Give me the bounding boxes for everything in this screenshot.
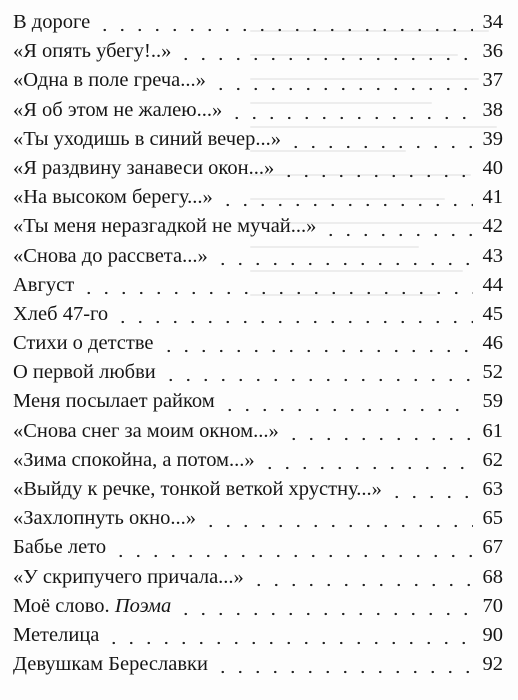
toc-entry [0, 446, 518, 475]
dot-leader [177, 594, 473, 616]
dot-leader [114, 302, 473, 324]
toc-entry [0, 212, 518, 241]
toc-page-number: 41 [482, 186, 503, 209]
toc-page-number: 62 [482, 448, 503, 471]
toc-title: Девушкам Береславки [13, 653, 208, 676]
dot-leader [177, 39, 473, 61]
toc-page-number: 38 [482, 98, 503, 121]
toc-entry [0, 563, 518, 592]
toc-entry [0, 96, 518, 125]
toc-entry [0, 300, 518, 329]
dot-leader [162, 360, 473, 382]
toc-entry [0, 387, 518, 416]
toc-page-number: 39 [482, 127, 503, 150]
toc-title: «Выйду к речке, тонкой веткой хрустну...» [13, 478, 382, 500]
toc-page-number: 45 [482, 302, 503, 325]
toc-entry [0, 504, 518, 533]
toc-title: Бабье лето [13, 536, 107, 559]
toc-page-number: 42 [482, 215, 503, 238]
dot-leader [214, 244, 473, 266]
table-of-contents [0, 8, 518, 679]
toc-page-number: 63 [482, 478, 503, 500]
toc-page-number: 43 [482, 244, 503, 267]
toc-page-number: 34 [482, 11, 503, 33]
toc-page-number: 92 [482, 653, 503, 676]
toc-entry [0, 154, 518, 183]
dot-leader [160, 331, 473, 353]
toc-title: «Снова до рассвета...» [13, 244, 208, 267]
toc-title: Хлеб 47-го [13, 302, 109, 325]
toc-entry [0, 271, 518, 300]
toc-entry [0, 37, 518, 66]
dot-leader [280, 156, 473, 178]
toc-entry [0, 8, 518, 37]
toc-title: В дороге [13, 11, 91, 33]
toc-entry [0, 66, 518, 95]
toc-entry [0, 533, 518, 562]
toc-page-number: 40 [482, 156, 503, 179]
toc-title-subtitle: Поэма [114, 594, 172, 617]
toc-title: Метелица [13, 623, 100, 646]
dot-leader [96, 10, 473, 32]
toc-entry [0, 183, 518, 212]
toc-page-number: 44 [482, 273, 503, 296]
toc-title: «Ты меня неразгадкой не мучай...» [13, 215, 317, 238]
toc-page-number: 61 [482, 419, 503, 442]
toc-title: Август [13, 273, 75, 296]
toc-page-number: 90 [482, 623, 503, 646]
toc-page-number: 67 [482, 536, 503, 559]
toc-entry [0, 475, 518, 504]
toc-title: «Захлопнуть окно...» [13, 507, 197, 530]
dot-leader [202, 506, 473, 528]
toc-entry [0, 358, 518, 387]
toc-entry [0, 650, 518, 679]
toc-page-number: 37 [482, 69, 503, 92]
toc-title: О первой любви [13, 361, 156, 384]
toc-title [13, 592, 177, 621]
toc-title: «Ты уходишь в синий вечер...» [13, 127, 282, 150]
toc-page-number: 36 [482, 40, 503, 63]
toc-title: «Я об этом не жалею...» [13, 98, 223, 121]
dot-leader [105, 623, 473, 645]
toc-title: «Снова снег за моим окном...» [13, 419, 279, 442]
toc-title: «Я раздвину занавеси окон...» [13, 156, 275, 179]
toc-page-number: 46 [482, 332, 503, 355]
dot-leader [250, 565, 473, 587]
toc-title: «Зима спокойна, а потом...» [13, 448, 255, 471]
toc-title-main: Моё слово. [13, 594, 110, 617]
toc-title: Стихи о детстве [13, 332, 154, 355]
toc-title: «На высоком берегу...» [13, 186, 213, 209]
dot-leader [261, 448, 473, 470]
toc-page-number: 68 [482, 565, 503, 588]
toc-entry [0, 621, 518, 650]
toc-title: Меня посылает райком [13, 390, 215, 413]
toc-entry [0, 329, 518, 358]
toc-page-number: 59 [482, 390, 503, 413]
dot-leader [285, 419, 473, 441]
toc-page-number: 65 [482, 507, 503, 530]
toc-title: «Одна в поле греча...» [13, 69, 206, 92]
toc-entry [0, 592, 518, 621]
dot-leader [221, 390, 473, 412]
toc-entry [0, 417, 518, 446]
dot-leader [228, 98, 473, 120]
dot-leader [112, 536, 473, 558]
dot-leader [212, 69, 473, 91]
dot-leader [219, 185, 473, 207]
toc-page-number: 70 [482, 594, 503, 617]
toc-title: «Я опять убегу!..» [13, 40, 172, 63]
dot-leader [214, 652, 473, 674]
toc-entry [0, 125, 518, 154]
toc-page-number: 52 [482, 361, 503, 384]
dot-leader [80, 273, 473, 295]
toc-entry [0, 242, 518, 271]
dot-leader [287, 127, 473, 149]
dot-leader [388, 477, 473, 499]
dot-leader [322, 215, 473, 237]
toc-title: «У скрипучего причала...» [13, 565, 244, 588]
